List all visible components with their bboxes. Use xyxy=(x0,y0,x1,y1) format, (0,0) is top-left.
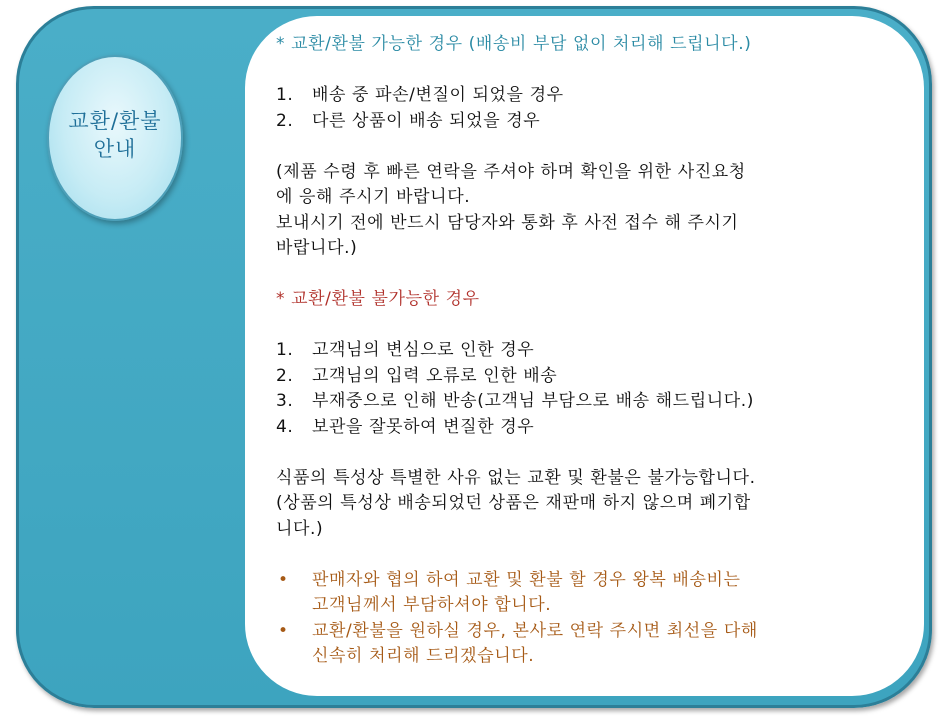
bullet-line: 신속히 처리해 드리겠습니다. xyxy=(312,646,535,666)
food-note xyxy=(276,466,896,543)
list-number: 2. xyxy=(276,110,294,131)
bullet-item xyxy=(276,619,896,670)
list-text: 부재중으로 인해 반송(고객님 부담으로 배송 해드립니다.) xyxy=(312,391,754,411)
list-text: 고객님의 입력 오류로 인한 배송 xyxy=(312,365,558,386)
list-number: 3. xyxy=(276,391,294,411)
list-text: 고객님의 변심으로 인한 경우 xyxy=(312,340,535,360)
bullet-line: 고객님께서 부담하셔야 합니다. xyxy=(312,595,552,615)
possible-heading: * 교환/환불 가능한 경우 (배송비 부담 없이 처리해 드립니다.) xyxy=(276,34,752,54)
note-line: 바랍니다.) xyxy=(276,238,358,258)
note-line: 보내시기 전에 반드시 담당자와 통화 후 사전 접수 해 주시기 xyxy=(276,212,739,233)
list-item xyxy=(276,364,896,390)
impossible-list xyxy=(276,338,896,440)
list-number: 2. xyxy=(276,365,294,386)
list-item xyxy=(276,83,896,109)
bullet-item xyxy=(276,568,896,619)
list-text: 보관을 잘못하여 변질한 경우 xyxy=(312,416,535,437)
list-text: 배송 중 파손/변질이 되었을 경우 xyxy=(312,85,564,105)
bullet-line: 판매자와 협의 하여 교환 및 환불 할 경우 왕복 배송비는 xyxy=(312,569,741,590)
possible-note xyxy=(276,160,896,262)
impossible-heading: * 교환/환불 불가능한 경우 xyxy=(276,289,480,309)
bullet-dot: • xyxy=(278,569,289,590)
list-number: 1. xyxy=(276,85,294,105)
bullet-dot: • xyxy=(278,620,289,641)
list-item xyxy=(276,415,896,441)
list-item xyxy=(276,389,896,415)
note-line: 에 응해 주시기 바랍니다. xyxy=(276,187,471,207)
badge-title-line2: 안내 xyxy=(93,137,137,161)
list-item xyxy=(276,109,896,135)
notice-bullets xyxy=(276,568,896,670)
list-number: 4. xyxy=(276,416,294,437)
list-number: 1. xyxy=(276,340,294,360)
food-line: (상품의 특성상 배송되었던 상품은 재판매 하지 않으며 폐기합 xyxy=(276,493,751,513)
list-item xyxy=(276,338,896,364)
badge-title-line1: 교환/환불 xyxy=(68,109,162,133)
bullet-line: 교환/환불을 원하실 경우, 본사로 연락 주시면 최선을 다해 xyxy=(312,620,758,641)
note-line: (제품 수령 후 빠른 연락을 주셔야 하며 확인을 위한 사진요청 xyxy=(276,161,746,182)
possible-list xyxy=(276,83,896,134)
food-line: 식품의 특성상 특별한 사유 없는 교환 및 환불은 불가능합니다. xyxy=(276,467,756,488)
food-line: 니다.) xyxy=(276,518,324,539)
badge-title xyxy=(68,107,161,163)
badge-circle xyxy=(47,55,183,221)
policy-content xyxy=(276,32,896,670)
list-text: 다른 상품이 배송 되었을 경우 xyxy=(312,110,541,131)
